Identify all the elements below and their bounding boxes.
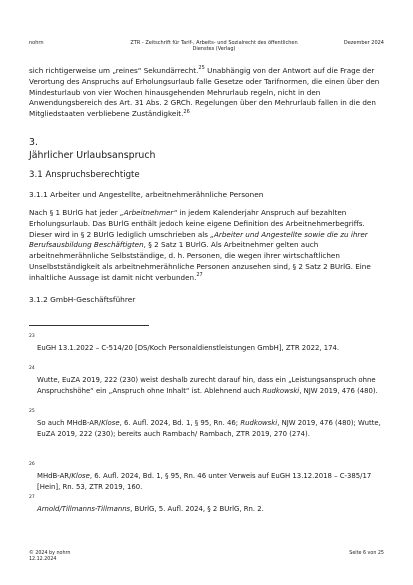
subsubsection-title-gmbh: 3.1.2 GmbH-Geschäftsführer xyxy=(29,295,136,304)
footnote-number: 24 xyxy=(29,366,35,371)
footnote-ref-25[interactable]: 25 xyxy=(198,65,205,72)
footer-page-number: Seite 6 von 25 xyxy=(349,551,384,556)
subsection-title: 3.1 Anspruchsberechtigte xyxy=(29,170,140,180)
footnote-number: 23 xyxy=(29,334,35,339)
footnote-text-part: , BUrlG, 5. Aufl. 2024, § 2 BUrlG, Rn. 2. xyxy=(130,505,264,513)
footnote-24 xyxy=(29,366,384,397)
footnote-number: 26 xyxy=(29,462,35,467)
footnote-text-part: Wutte, EuZA 2019, 222 (230) weist deshalb zurecht darauf hin, dass ein „Leistungsanspruch ohne Anspruchshöhe“ ein „Anspruch ohne Inhalt“ ist. Ablehnend auch xyxy=(37,376,376,395)
footer-print-date: 12.12.2024 xyxy=(29,557,57,562)
paragraph-employee-definition xyxy=(29,208,384,284)
footnote-author: Rudkowski xyxy=(240,419,278,427)
footnote-text-part: , 6. Aufl. 2024, Bd. 1, § 95, Rn. 46; xyxy=(119,419,241,427)
footnote-text-part: EuGH 13.1.2022 – C-514/20 [DS/Koch Personaldienstleistungen GmbH], ZTR 2022, 174. xyxy=(37,344,340,352)
footer-copyright xyxy=(29,551,70,563)
footnote-text xyxy=(29,375,384,397)
header-date: Dezember 2024 xyxy=(343,40,384,46)
footnote-author: Klose xyxy=(101,419,120,427)
footnote-text xyxy=(29,343,384,354)
footnote-number: 27 xyxy=(29,495,35,500)
footnote-text-part: , 6. Aufl. 2024, Bd. 1, § 95, Rn. 46 unter Verweis auf EuGH 13.12.2018 – C-385/17 [Hein], Rn. 53, ZTR 2019, 160. xyxy=(37,472,372,491)
footnote-23 xyxy=(29,334,384,354)
footnote-text-part: MHdB-AR/ xyxy=(37,472,72,480)
paragraph-text: , § 2 Satz 1 BUrlG. Als Arbeitnehmer gelten auch arbeitnehmerähnliche Selbstständige, d. h. Personen, die wegen ihrer wirtschaftlichen Unselbstständigkeit als arbeitnehmerähnliche Personen anzusehen sind, § 2 Satz 2 BUrlG. Eine inhaltliche Aussage ist damit nicht verbunden. xyxy=(29,240,371,282)
footnote-26 xyxy=(29,462,384,493)
paragraph-text: sich richtigerweise um „reines“ Sekundärrecht. xyxy=(29,66,199,75)
footnote-27 xyxy=(29,495,384,515)
footnote-author: Klose xyxy=(71,472,90,480)
footnote-text xyxy=(29,471,384,493)
header-publisher: nohrn xyxy=(29,40,44,46)
emphasis-text: „Arbeiter und Angestellte sowie die zu ihrer Berufsausbildung Beschäftigten xyxy=(29,229,368,250)
footnote-text-part: So auch MHdB-AR/ xyxy=(37,419,102,427)
emphasis-text: „Arbeitnehmer“ xyxy=(120,208,178,217)
subsubsection-title-workers: 3.1.1 Arbeiter und Angestellte, arbeitnehmerähnliche Personen xyxy=(29,190,264,199)
footer-copyright-line: © 2024 by nohrn xyxy=(29,551,71,556)
footnote-text-part: , NJW 2019, 476 (480); Wutte, EuZA 2019, 222 (230); bereits auch Rambach/ Rambach, ZTR 2019, 270 (274). xyxy=(37,419,381,438)
paragraph-text: in jedem Kalenderjahr Anspruch auf bezahlten Erholungsurlaub. Das BUrlG enthält jedoch keine eigene Definition des Arbeitnehmerbegriffs. Dieser wird in § 2 BUrlG lediglich umschrieben als xyxy=(29,208,365,239)
footnote-text xyxy=(29,504,384,515)
footnote-ref-27[interactable]: 27 xyxy=(196,272,203,279)
paragraph-text: Unabhängig von der Antwort auf die Frage der Verortung des Anspruchs auf Erholungsurlaub falle Gesetze oder Tarifnormen, die einen über den Mindesturlaub von vier Wochen hinausgehenden Mehrurlaub regeln, nicht in den Anwendungsbereich des Art. 31 Abs. 2 GRCh. Regelungen über den Mehrurlaub fallen in die den Mitgliedstaaten verbliebene Zuständigkeit. xyxy=(29,66,380,119)
section-title: Jährlicher Urlaubsanspruch xyxy=(29,150,156,161)
footnote-text xyxy=(29,418,384,440)
footnote-divider xyxy=(29,325,149,326)
section-number: 3. xyxy=(29,137,38,148)
paragraph-text: Nach § 1 BUrlG hat jeder xyxy=(29,208,121,217)
header-journal-title: ZTR - Zeitschrift für Tarif-, Arbeits- und Sozialrecht des öffentlichen Dienstes (Verlag) xyxy=(130,40,298,52)
footnote-author: Rudkowski xyxy=(262,386,300,395)
footnote-ref-26[interactable]: 26 xyxy=(183,108,190,115)
footnote-author: Arnold/Tillmanns-Tillmanns xyxy=(37,505,131,513)
footnote-number: 25 xyxy=(29,409,35,414)
footnote-text-part: , NJW 2019, 476 (480). xyxy=(299,386,378,395)
footnote-25 xyxy=(29,409,384,440)
paragraph-secondary-law xyxy=(29,66,384,120)
